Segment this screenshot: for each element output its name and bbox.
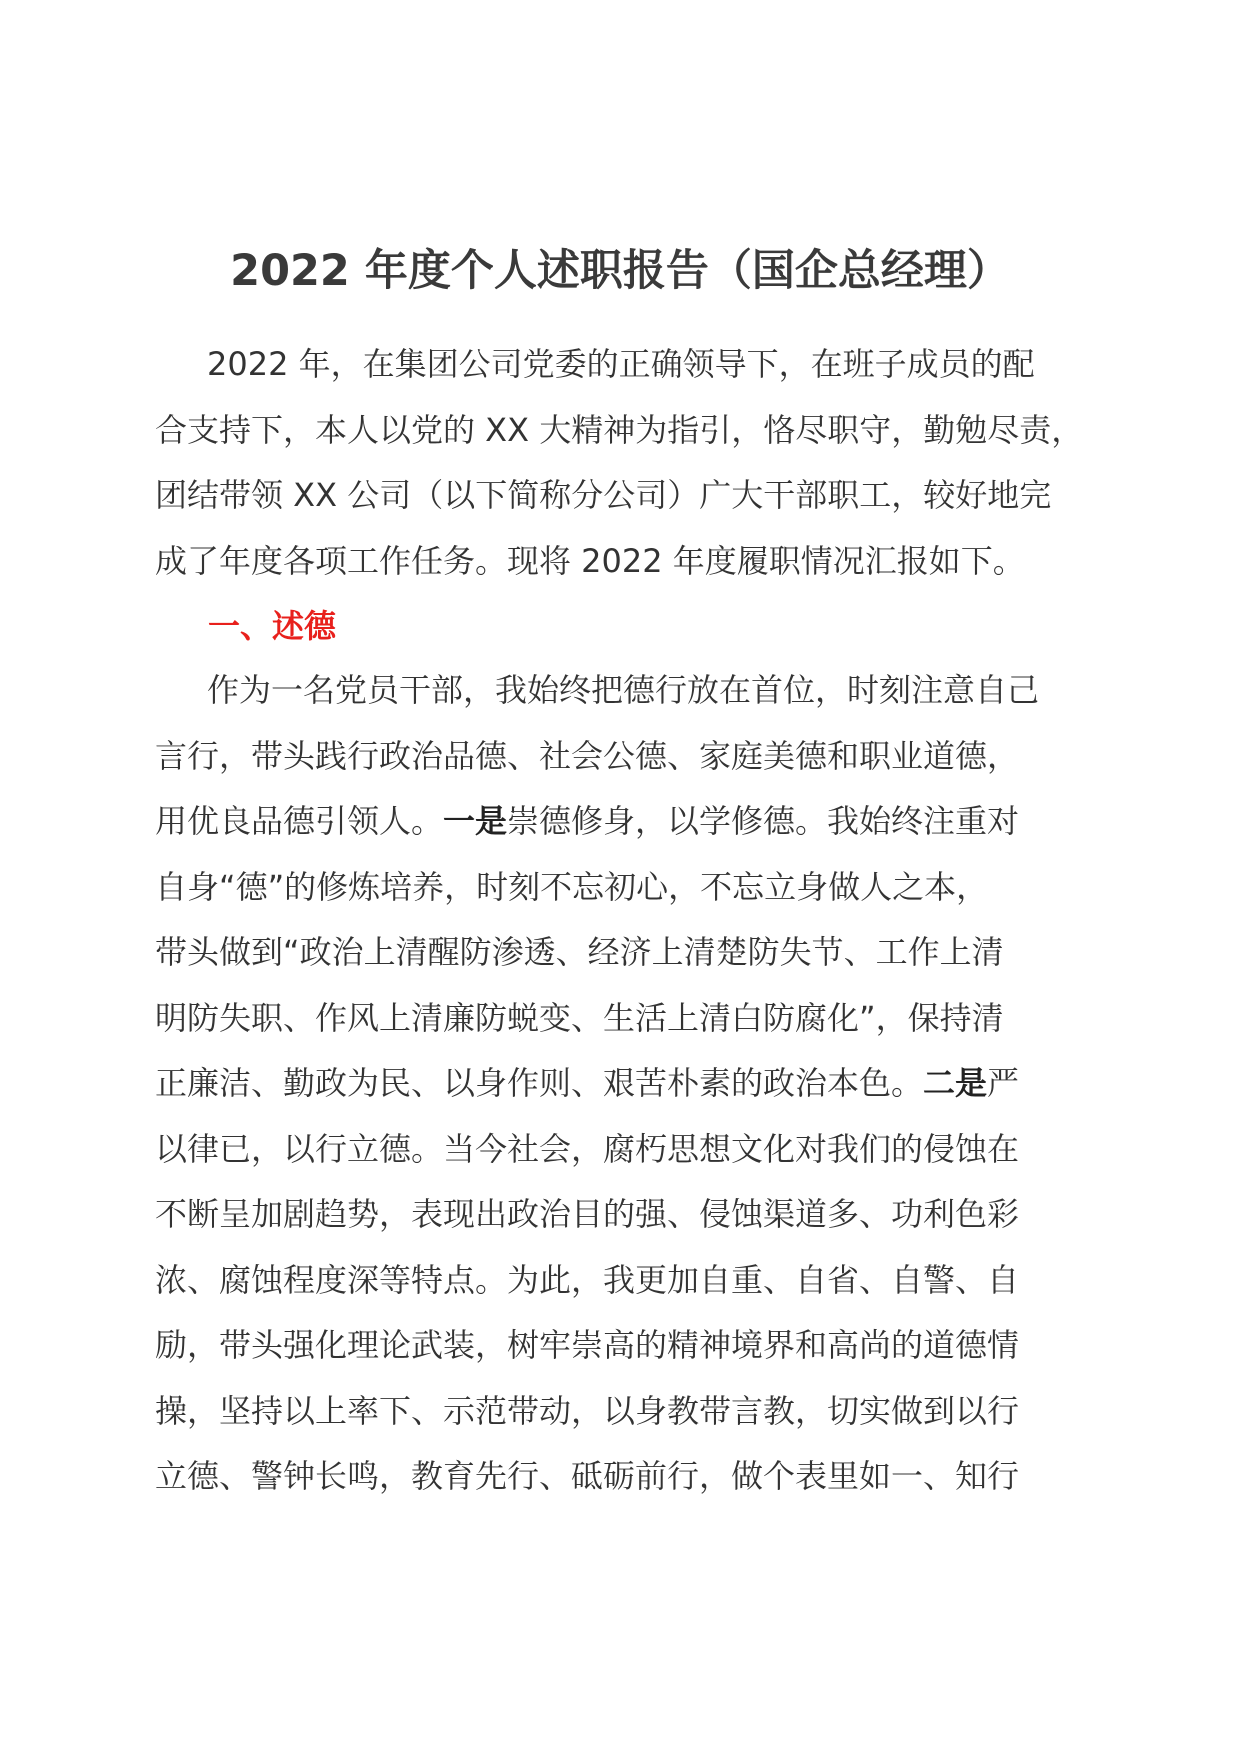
text-line xyxy=(155,1051,1085,1117)
section-heading: 一、述德 xyxy=(208,607,337,645)
text-line: 合支持下，本人以党的 XX 大精神为指引，恪尽职守，勤勉尽责， xyxy=(155,410,1084,449)
intro-paragraph xyxy=(155,332,1085,594)
text-line: 励，带头强化理论武装，树牢崇高的精神境界和高尚的道德情 xyxy=(155,1326,1020,1364)
text-segment: 崇德修身，以学修德。我始终注重对 xyxy=(507,802,1020,840)
text-line: 作为一名党员干部，我始终把德行放在首位，时刻注意自己 xyxy=(207,671,1040,709)
text-line: 浓、腐蚀程度深等特点。为此，我更加自重、自省、自警、自 xyxy=(155,1260,1020,1299)
text-line xyxy=(155,789,1085,855)
text-line: 明防失职、作风上清廉防蜕变、生活上清白防腐化”，保持清 xyxy=(155,998,1004,1037)
text-line: 言行，带头践行政治品德、社会公德、家庭美德和职业道德， xyxy=(155,736,1020,775)
text-line: 团结带领 XX 公司（以下简称分公司）广大干部职工，较好地完 xyxy=(155,476,1052,514)
text-line: 自身“德”的修炼培养，时刻不忘初心，不忘立身做人之本， xyxy=(155,867,989,906)
text-segment: 用优良品德引领人。 xyxy=(155,802,444,840)
text-line: 不断呈加剧趋势，表现出政治目的强、侵蚀渠道多、功利色彩 xyxy=(155,1195,1020,1233)
document-title: 2022 年度个人述职报告（国企总经理） xyxy=(230,246,1010,296)
text-line: 操，坚持以上率下、示范带动，以身教带言教，切实做到以行 xyxy=(155,1391,1020,1430)
bold-marker: 二是 xyxy=(923,1064,988,1102)
section-paragraph xyxy=(155,658,1085,1510)
text-segment: 严 xyxy=(987,1064,1020,1102)
text-segment: 正廉洁、勤政为民、以身作则、艰苦朴素的政治本色。 xyxy=(155,1064,924,1102)
text-line: 带头做到“政治上清醒防渗透、经济上清楚防失节、工作上清 xyxy=(155,933,1004,971)
text-line: 2022 年，在集团公司党委的正确领导下，在班子成员的配 xyxy=(207,345,1035,383)
text-line: 以律已，以行立德。当今社会，腐朽思想文化对我们的侵蚀在 xyxy=(155,1129,1020,1168)
bold-marker: 一是 xyxy=(443,802,508,840)
text-line: 立德、警钟长鸣，教育先行、砥砺前行，做个表里如一、知行 xyxy=(155,1457,1020,1495)
text-line: 成了年度各项工作任务。现将 2022 年度履职情况汇报如下。 xyxy=(155,541,1025,580)
